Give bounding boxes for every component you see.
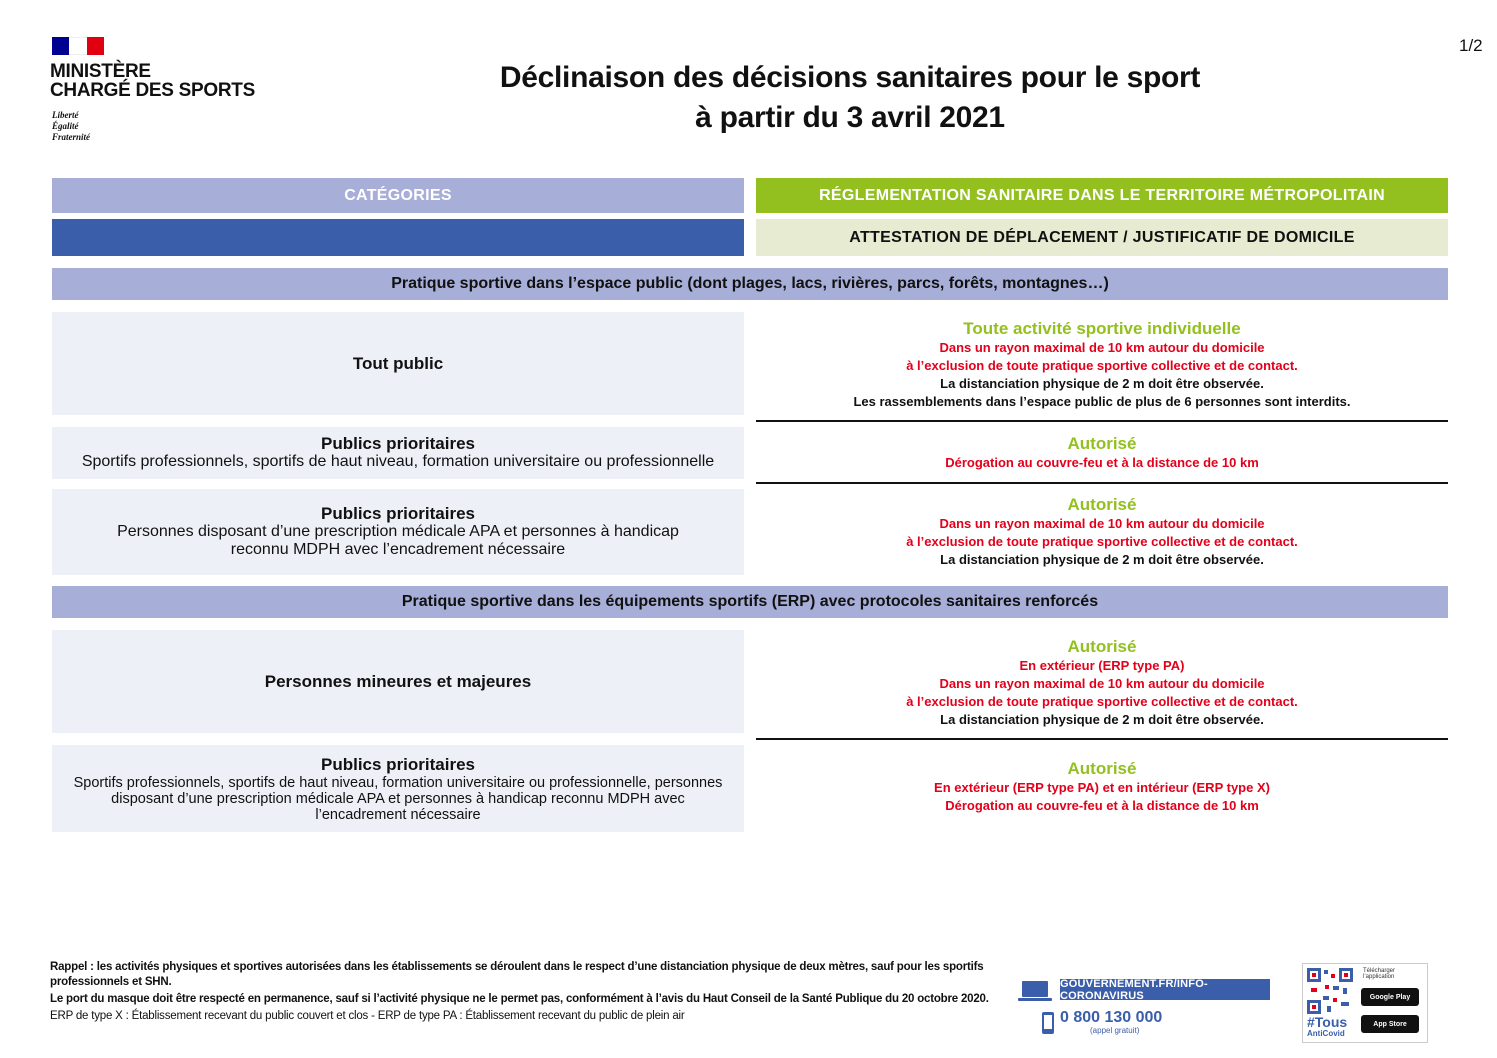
condition-line: En extérieur (ERP type PA) et en intérieur (ERP type X) [934,780,1270,795]
section-sports-facilities: Pratique sportive dans les équipements sportifs (ERP) avec protocoles sanitaires renforcés [52,586,1448,618]
category-cell [52,312,744,415]
category-cell [52,489,744,575]
condition-line: à l’exclusion de toute pratique sportive collective et de contact. [906,534,1298,549]
page-title [400,58,1300,138]
republic-flag-logo [52,37,104,55]
category-title: Publics prioritaires [321,434,475,453]
category-description: Sportifs professionnels, sportifs de haut niveau, formation universitaire ou professionnelle, personnes disposant d’une prescription médicale APA et personnes à handicap reconnu MDPH avec l’encadrement nécessaire [73,774,723,823]
status-label: Autorisé [1067,759,1137,778]
qr-code-icon [1307,968,1353,1014]
category-title: Publics prioritaires [321,754,475,774]
condition-line: Dans un rayon maximal de 10 km autour du domicile [939,516,1265,531]
status-label: Autorisé [1067,636,1137,656]
attestation-header: ATTESTATION DE DÉPLACEMENT / JUSTIFICATIF DE DOMICILE [756,219,1448,256]
republic-motto [52,110,90,143]
regulation-cell [756,489,1448,575]
condition-line: Dans un rayon maximal de 10 km autour du domicile [939,339,1265,355]
hotline-note: (appel gratuit) [1090,1026,1140,1035]
laptop-icon [1018,980,1052,1002]
condition-line: Dérogation au couvre-feu et à la distance de 10 km [945,798,1259,813]
row-divider [756,482,1448,484]
footnotes [50,960,990,1024]
anticovid-app-promo [1302,963,1428,1043]
status-label: Autorisé [1067,495,1137,514]
condition-line: à l’exclusion de toute pratique sportive collective et de contact. [906,693,1298,709]
motto-liberte: Liberté [52,110,79,120]
page-number: 1/2 [1459,36,1483,55]
regulation-cell [756,745,1448,832]
google-play-button[interactable] [1361,988,1419,1006]
category-title: Tout public [352,353,444,373]
rule-line: La distanciation physique de 2 m doit être observée. [940,552,1264,567]
rule-line: Les rassemblements dans l’espace public de plus de 6 personnes sont interdits. [853,393,1351,409]
footnote-reminder: Rappel : les activités physiques et sportives autorisées dans les établissements se déroulent dans le respect d’une distanciation physique de deux mètres, sauf pour les sportifs professionnels et SHN. [50,961,984,988]
category-cell [52,427,744,479]
category-cell [52,745,744,832]
category-title: Publics prioritaires [321,504,475,523]
hotline-number: 0 800 130 000 [1060,1009,1163,1026]
title-line-1: Déclinaison des décisions sanitaires pour le sport [499,61,1201,94]
condition-line: Dérogation au couvre-feu et à la distance de 10 km [945,455,1259,470]
app-store-button[interactable] [1361,1015,1419,1033]
categories-header: CATÉGORIES [52,178,744,213]
google-play-label: Google Play [1369,993,1411,1001]
regulation-header: RÉGLEMENTATION SANITAIRE DANS LE TERRITOIRE MÉTROPOLITAIN [756,178,1448,213]
row-divider [756,420,1448,422]
title-line-2: à partir du 3 avril 2021 [695,101,1005,134]
regulation-cell [756,630,1448,735]
motto-fraternite: Fraternité [52,132,91,142]
download-label: Télécharger l’application [1363,968,1396,980]
category-title: Personnes mineures et majeures [264,671,532,691]
footnote-erp-types: ERP de type X : Établissement recevant du public couvert et clos - ERP de type PA : Établissement recevant du public de plein air [50,1010,685,1022]
categories-subheader-bar [52,219,744,256]
regulation-cell [756,312,1448,417]
app-name: AntiCovid [1307,1029,1345,1038]
category-cell [52,630,744,733]
condition-line: En extérieur (ERP type PA) [1019,657,1185,673]
status-label: Autorisé [1067,434,1137,453]
condition-line: à l’exclusion de toute pratique sportive collective et de contact. [906,357,1298,373]
footnote-mask: Le port du masque doit être respecté en permanence, sauf si l’activité physique ne le permet pas, conformément à l’avis du Haut Conseil de la Santé Publique du 20 octobre 2020. [50,993,989,1005]
status-label: Toute activité sportive individuelle [963,318,1241,338]
category-description: Sportifs professionnels, sportifs de haut niveau, formation universitaire ou professionnelle [81,453,715,470]
rule-line: La distanciation physique de 2 m doit être observée. [940,711,1264,727]
category-description: Personnes disposant d’une prescription médicale APA et personnes à handicap reconnu MDPH avec l’encadrement nécessaire [117,523,679,558]
app-store-label: App Store [1373,1020,1407,1028]
section-public-space: Pratique sportive dans l’espace public (dont plages, lacs, rivières, parcs, forêts, montagnes…) [52,268,1448,300]
regulation-cell [756,427,1448,479]
app-tag: #Tous [1307,1014,1348,1030]
ministry-name [50,62,255,100]
condition-line: Dans un rayon maximal de 10 km autour du domicile [939,675,1265,691]
rule-line: La distanciation physique de 2 m doit être observée. [940,375,1264,391]
row-divider [756,738,1448,740]
ministry-line-2: CHARGÉ DES SPORTS [50,80,255,101]
phone-icon [1041,1012,1055,1034]
motto-egalite: Égalité [52,121,79,131]
website-link[interactable]: GOUVERNEMENT.FR/INFO-CORONAVIRUS [1060,979,1270,1000]
ministry-line-1: MINISTÈRE [50,61,151,82]
